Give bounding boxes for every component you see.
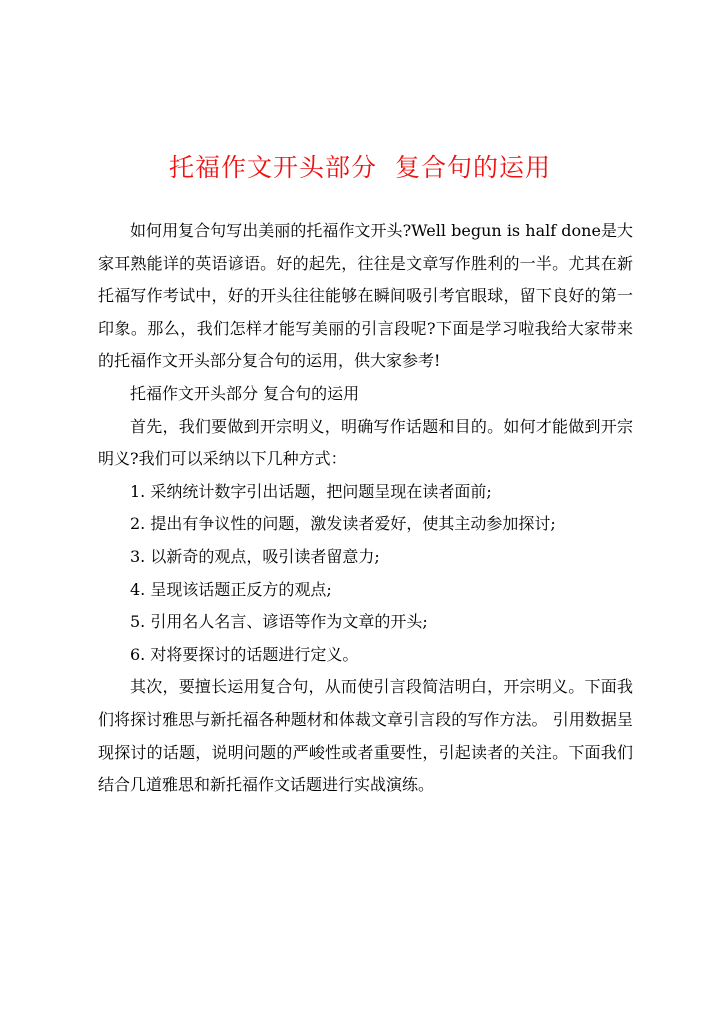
list-item: 4. 呈现该话题正反方的观点; [130,579,332,599]
list-item: 2. 提出有争议性的问题，激发读者爱好，使其主动参加探讨; [130,514,556,534]
section-heading: 托福作文开头部分 复合句的运用 [130,383,360,403]
first-point-paragraph: 首先，我们要做到开宗明义，明确写作话题和目的。如何才能做到开宗明义?我们可以采纳以下几种方式： [98,416,633,469]
list-item: 3. 以新奇的观点，吸引读者留意力; [130,546,380,566]
document-title: 托福作文开头部分 复合句的运用 [169,153,551,182]
list-item: 6. 对将要探讨的话题进行定义。 [130,644,359,664]
document-body [98,215,633,802]
second-point-paragraph: 其次，要擅长运用复合句，从而使引言段简洁明白，开宗明义。下面我们将探讨雅思与新托福各种题材和体裁文章引言段的写作方法。 引用数据呈现探讨的话题，说明问题的严峻性或者重要性，引起读者的关注。下面我们结合几道雅思和新托福作文话题进行实战演练。 [98,677,633,795]
list-item: 1. 采纳统计数字引出话题，把问题呈现在读者面前; [130,481,492,501]
intro-paragraph: 如何用复合句写出美丽的托福作文开头?Well begun is half done是大家耳熟能详的英语谚语。好的起先，往往是文章写作胜利的一半。尤其在新托福写作考试中，好的开头往往能够在瞬间吸引考官眼球，留下良好的第一印象。那么，我们怎样才能写美丽的引言段呢?下面是学习啦我给大家带来的托福作文开头部分复合句的运用，供大家参考! [98,221,633,371]
list-item: 5. 引用名人名言、谚语等作为文章的开头; [130,612,428,632]
